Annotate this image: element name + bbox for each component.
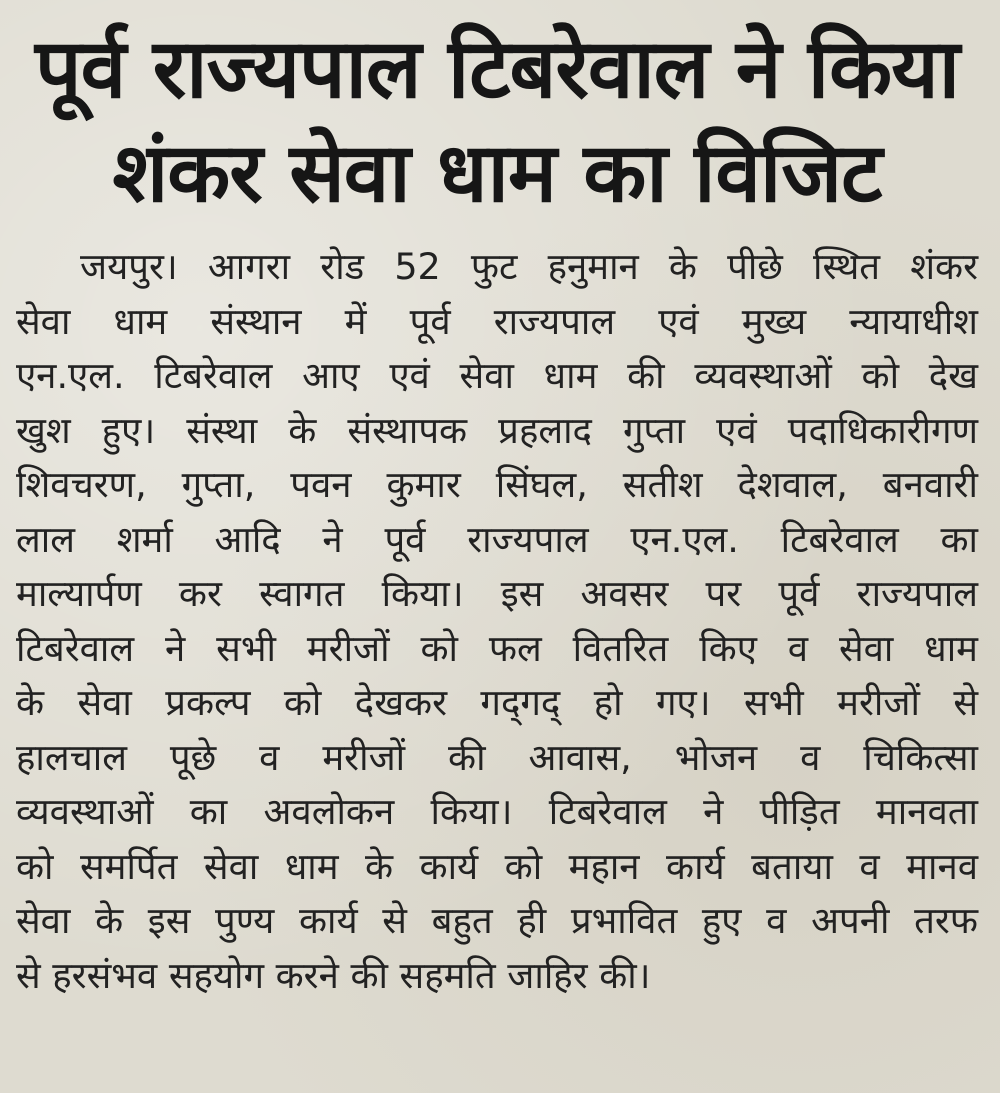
article-line: लाल शर्मा आदि ने पूर्व राज्यपाल एन.एल. टिबरेवाल का [16,517,978,561]
article-line: के सेवा प्रकल्प को देखकर गद्‌गद्‌ हो गए। सभी मरीजों से [16,681,978,724]
article-body [16,240,978,1003]
article-line: को समर्पित सेवा धाम के कार्य को महान कार्य बताया व मानव [16,844,978,888]
article-line: व्यवस्थाओं का अवलोकन किया। टिबरेवाल ने पीड़ित मानवता [16,790,978,833]
article-line: टिबरेवाल ने सभी मरीजों को फल वितरित किए व सेवा धाम [16,626,978,670]
article-line: सेवा धाम संस्थान में पूर्व राज्यपाल एवं मुख्य न्यायाधीश [16,299,978,343]
headline-line-1: पूर्व राज्यपाल टिबरेवाल ने किया [35,22,959,117]
headline-line-2: शंकर सेवा धाम का विजिट [112,126,882,221]
article-line: हालचाल पूछे व मरीजों की आवास, भोजन व चिकित्सा [16,735,978,779]
article-line: खुश हुए। संस्था के संस्थापक प्रहलाद गुप्ता एवं पदाधिकारीगण [16,408,978,452]
article-line: जयपुर। आगरा रोड 52 फुट हनुमान के पीछे स्थित शंकर [80,245,978,288]
article-line: माल्यार्पण कर स्वागत किया। इस अवसर पर पूर्व राज्यपाल [16,572,978,615]
article-line: शिवचरण, गुप्ता, पवन कुमार सिंघल, सतीश देशवाल, बनवारी [16,463,978,506]
headline [16,18,978,226]
article-line: सेवा के इस पुण्य कार्य से बहुत ही प्रभावित हुए व अपनी तरफ [16,899,978,942]
article-line: एन.एल. टिबरेवाल आए एवं सेवा धाम की व्यवस्थाओं को देख [16,354,978,397]
article-line: से हरसंभव सहयोग करने की सहमति जाहिर की। [16,953,651,997]
